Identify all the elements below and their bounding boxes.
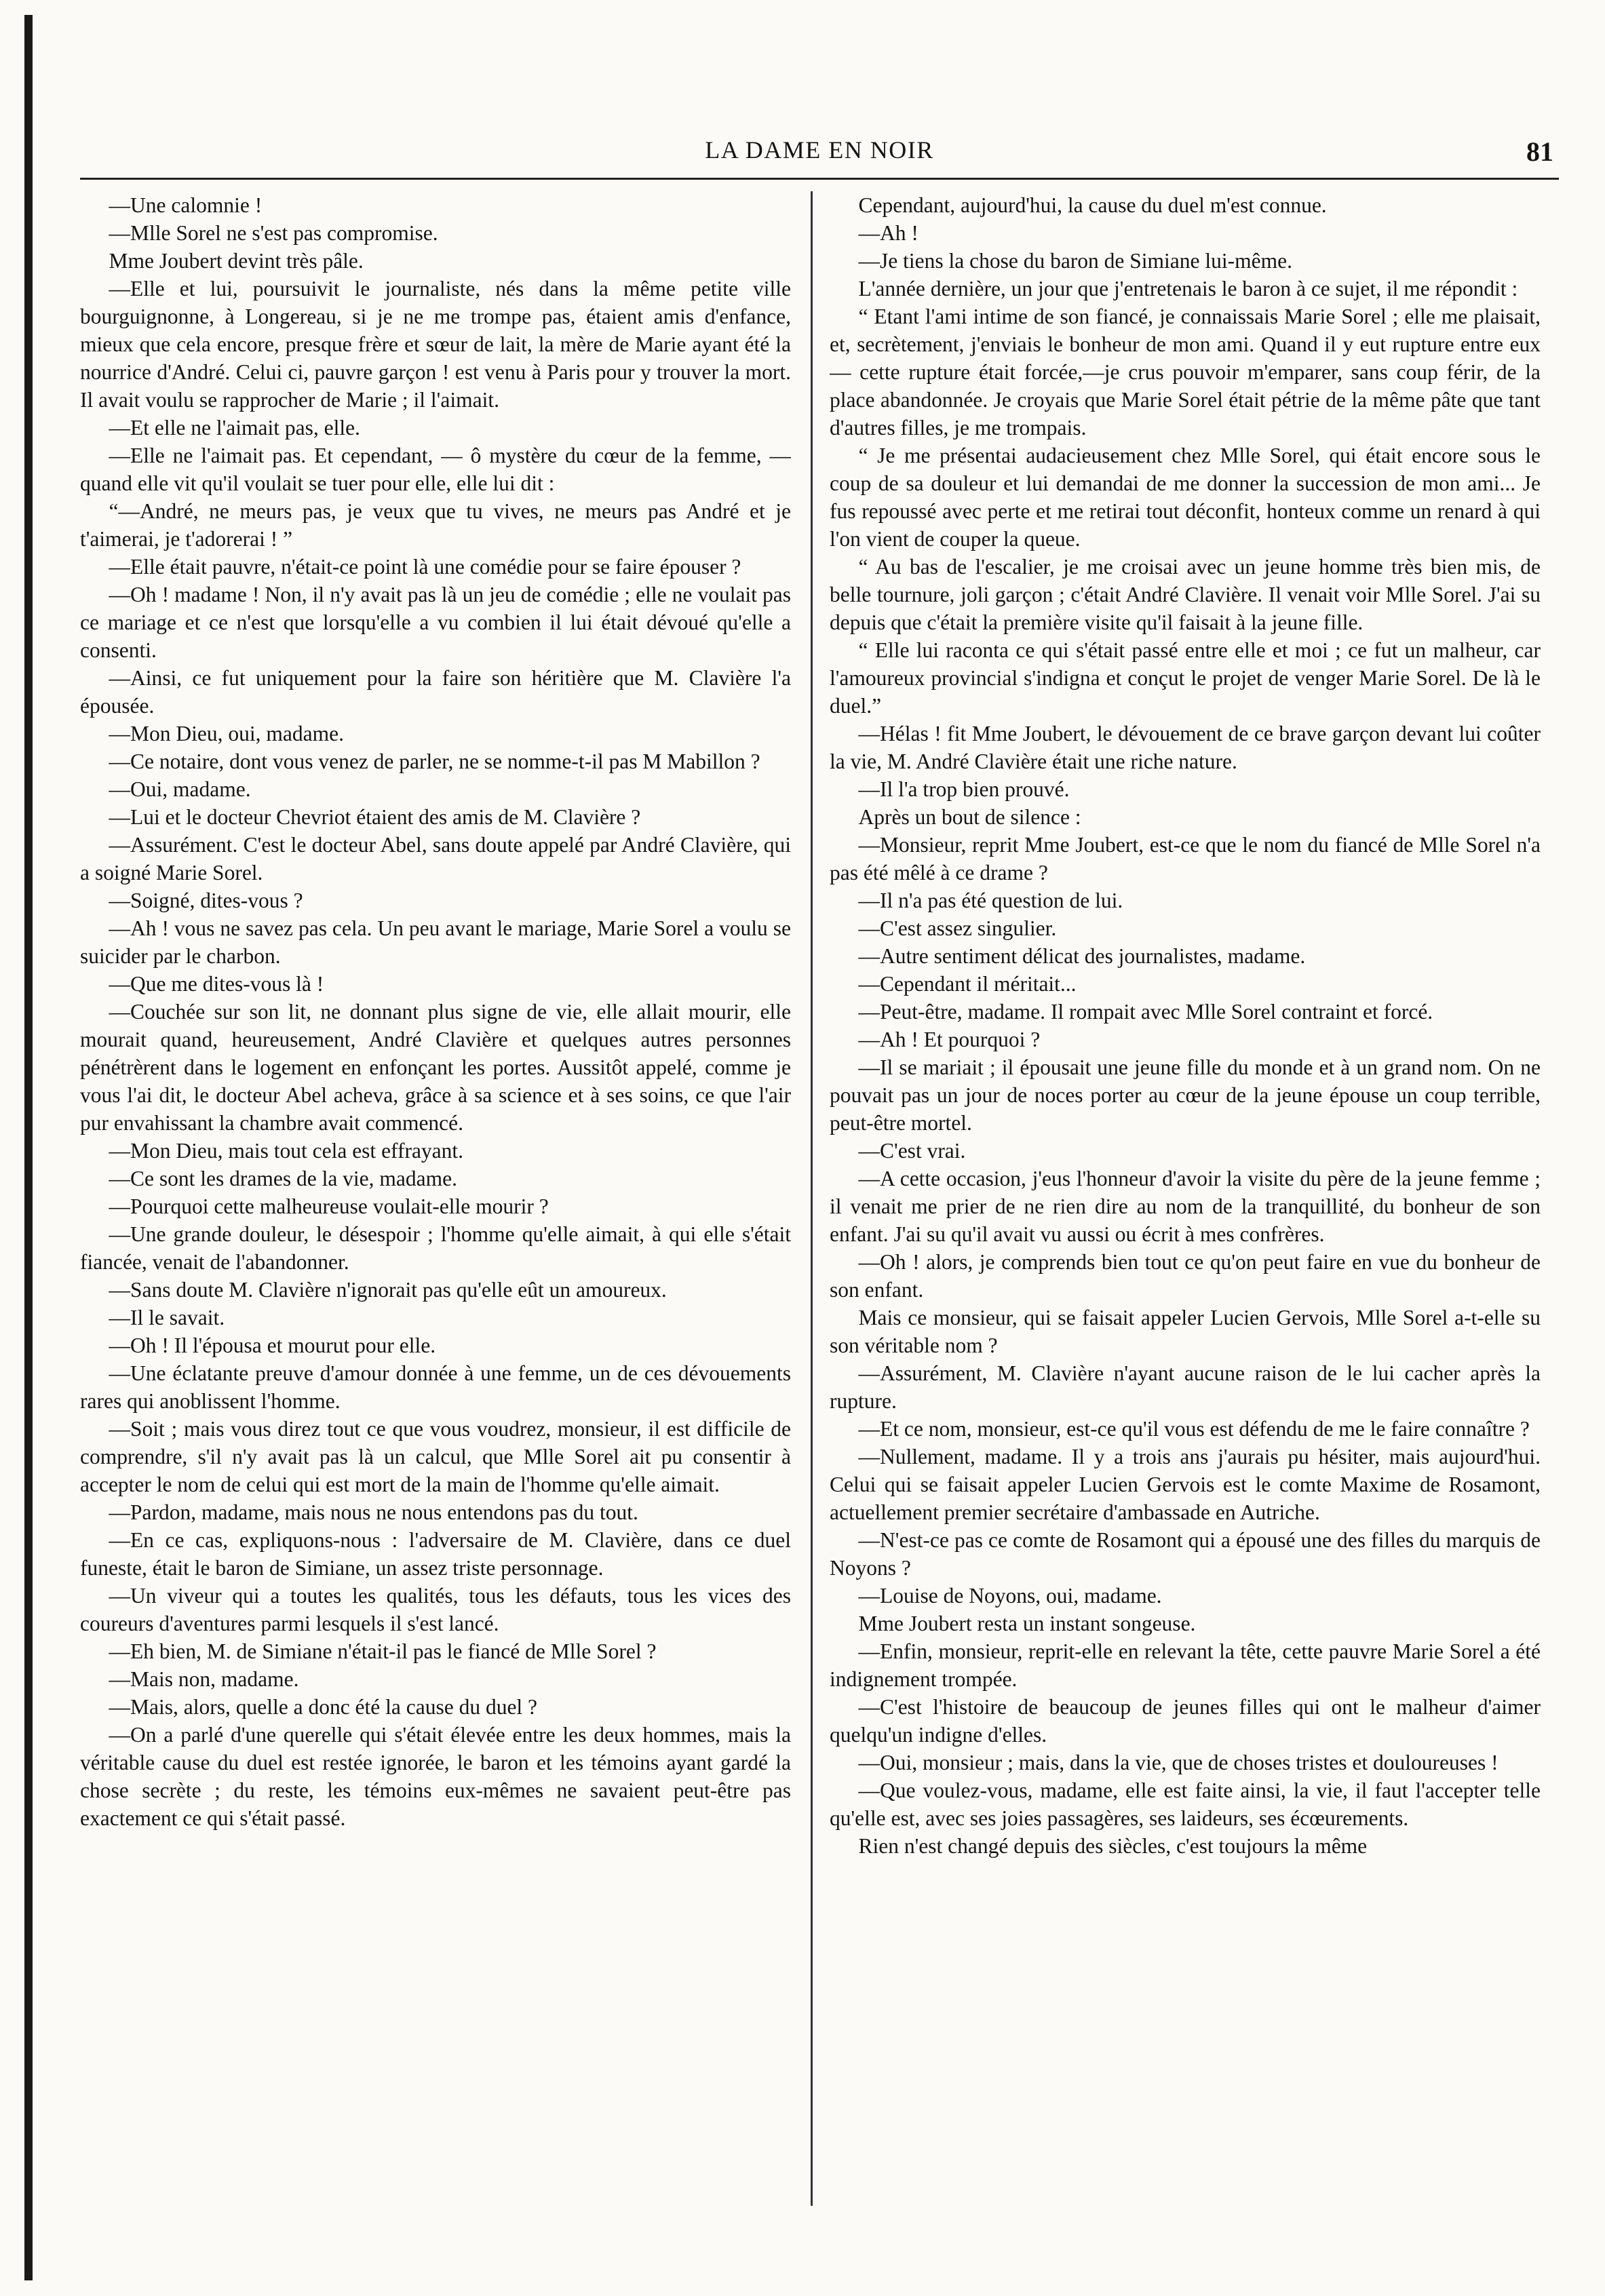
paragraph: —Oui, madame. <box>109 777 251 801</box>
paragraph: —Lui et le docteur Chevriot étaient des amis de M. Clavière ? <box>109 805 641 829</box>
paragraph: —Assurément, M. Clavière n'ayant aucune raison de le lui cacher après la rupture. <box>830 1361 1541 1413</box>
paragraph: —Et elle ne l'aimait pas, elle. <box>109 416 360 440</box>
paragraph: —Nullement, madame. Il y a trois ans j'aurais pu hésiter, mais aujourd'hui. Celui qui se faisait appeler Lucien Gervois est le comte Maxime de Rosamont, actuellement premier secrétaire d'ambassade en Autriche. <box>830 1445 1541 1524</box>
paragraph: —Il n'a pas été question de lui. <box>858 889 1123 912</box>
paragraph: —Ah ! Et pourquoi ? <box>858 1028 1041 1051</box>
paragraph: Mais ce monsieur, qui se faisait appeler Lucien Gervois, Mlle Sorel a-t-elle su son véritable nom ? <box>830 1306 1541 1357</box>
paragraph: —Oh ! Il l'épousa et mourut pour elle. <box>109 1334 436 1357</box>
paragraph: “ Au bas de l'escalier, je me croisai avec un jeune homme très bien mis, de belle tournure, joli garçon ; c'était André Clavière. Il venait voir Mlle Sorel. J'ai su depuis que c'était la première visite qu'il faisait à la jeune fille. <box>830 555 1541 634</box>
paragraph: —Oh ! madame ! Non, il n'y avait pas là un jeu de comédie ; elle ne voulait pas ce mariage et ce n'est que lorsqu'elle a vu combien il lui était dévoué qu'elle a consenti. <box>80 583 791 662</box>
paragraph: “—André, ne meurs pas, je veux que tu vives, ne meurs pas André et je t'aimerai, je t'adorerai ! ” <box>80 499 791 551</box>
paragraph: —Soit ; mais vous direz tout ce que vous voudrez, monsieur, il est difficile de comprendre, s'il n'y avait pas là un calcul, que Mlle Sorel ait pu consentir à accepter le nom de celui qui est mort de la main de l'homme qu'elle aimait. <box>80 1417 791 1496</box>
paragraph: —Enfin, monsieur, reprit-elle en relevant la tête, cette pauvre Marie Sorel a été indignement trompée. <box>830 1639 1541 1691</box>
paragraph: —Une grande douleur, le désespoir ; l'homme qu'elle aimait, à qui elle s'était fiancée, venait de l'abandonner. <box>80 1222 791 1274</box>
paragraph: —Pardon, madame, mais nous ne nous entendons pas du tout. <box>109 1500 638 1524</box>
paragraph: Cependant, aujourd'hui, la cause du duel m'est connue. <box>858 193 1327 217</box>
paragraph: —A cette occasion, j'eus l'honneur d'avoir la visite du père de la jeune femme ; il venait me prier de ne rien dire au nom de la tranquillité, du bonheur de son enfant. J'ai su qu'il avait vu aussi ou écrit à mes confrères. <box>830 1167 1541 1246</box>
paragraph: Rien n'est changé depuis des siècles, c'est toujours la même <box>858 1834 1368 1858</box>
paragraph: —Elle était pauvre, n'était-ce point là une comédie pour se faire épouser ? <box>109 555 741 579</box>
paragraph: —Mlle Sorel ne s'est pas compromise. <box>109 221 438 245</box>
paragraph: —C'est assez singulier. <box>858 916 1057 940</box>
paragraph: —Autre sentiment délicat des journalistes, madame. <box>858 944 1306 968</box>
paragraph: —Elle ne l'aimait pas. Et cependant, — ô mystère du cœur de la femme, — quand elle vit qu'il voulait se tuer pour elle, elle lui dit : <box>80 444 791 495</box>
paragraph: —Eh bien, M. de Simiane n'était-il pas le fiancé de Mlle Sorel ? <box>109 1639 657 1663</box>
paragraph: —Il le savait. <box>109 1306 225 1329</box>
paragraph: L'année dernière, un jour que j'entretenais le baron à ce sujet, il me répondit : <box>858 277 1518 300</box>
paragraph: —Mon Dieu, oui, madame. <box>109 722 344 745</box>
paragraph: —C'est l'histoire de beaucoup de jeunes filles qui ont le malheur d'aimer quelqu'un indigne d'elles. <box>830 1695 1541 1747</box>
paragraph: —Une éclatante preuve d'amour donnée à une femme, un de ces dévouements rares qui anoblissent l'homme. <box>80 1361 791 1413</box>
paragraph: —On a parlé d'une querelle qui s'était élevée entre les deux hommes, mais la véritable cause du duel est restée ignorée, le baron et les témoins ayant gardé la chose secrète ; du reste, les témoins eux-mêmes ne savaient peut-être pas exactement ce qui s'était passé. <box>80 1723 791 1830</box>
book-page <box>80 129 1559 2259</box>
paragraph: —Ainsi, ce fut uniquement pour la faire son héritière que M. Clavière l'a épousée. <box>80 666 791 718</box>
paragraph: —Cependant il méritait... <box>858 972 1077 996</box>
paragraph: —Que me dites-vous là ! <box>109 972 324 996</box>
paragraph: —Monsieur, reprit Mme Joubert, est-ce que le nom du fiancé de Mlle Sorel n'a pas été mêlé à ce drame ? <box>830 833 1541 884</box>
paragraph: —Ah ! vous ne savez pas cela. Un peu avant le mariage, Marie Sorel a voulu se suicider par le charbon. <box>80 916 791 968</box>
paragraph: —Il l'a trop bien prouvé. <box>858 777 1070 801</box>
paragraph: Mme Joubert resta un instant songeuse. <box>858 1612 1196 1635</box>
paragraph: —Sans doute M. Clavière n'ignorait pas qu'elle eût un amoureux. <box>109 1278 667 1302</box>
left-text-column <box>80 191 791 2246</box>
paragraph: —Et ce nom, monsieur, est-ce qu'il vous est défendu de me le faire connaître ? <box>858 1417 1530 1441</box>
paragraph: —Je tiens la chose du baron de Simiane lui-même. <box>858 249 1292 273</box>
paragraph: —Ah ! <box>858 221 918 245</box>
paragraph: —Que voulez-vous, madame, elle est faite ainsi, la vie, il faut l'accepter telle qu'elle est, avec ses joies passagères, ses laideurs, ses écœurements. <box>830 1778 1541 1830</box>
paragraph: —Mais, alors, quelle a donc été la cause du duel ? <box>109 1695 538 1719</box>
column-divider <box>811 191 813 2206</box>
paragraph: —Elle et lui, poursuivit le journaliste, nés dans la même petite ville bourguignonne, à Longereau, si je ne me trompe pas, étaient amis d'enfance, mieux que cela encore, presque frère et sœur de lait, la mère de Marie ayant été la nourrice d'André. Celui ci, pauvre garçon ! est venu à Paris pour y trouver la mort. Il avait voulu se rapprocher de Marie ; il l'aimait. <box>80 277 791 412</box>
paragraph: Mme Joubert devint très pâle. <box>109 249 364 273</box>
paragraph: —C'est vrai. <box>858 1139 966 1163</box>
paragraph: —Louise de Noyons, oui, madame. <box>858 1584 1162 1608</box>
paragraph: “ Etant l'ami intime de son fiancé, je connaissais Marie Sorel ; elle me plaisait, et, secrètement, j'enviais le bonheur de mon ami. Quand il y eut rupture entre eux — cette rupture était forcée,—je crus pouvoir m'emparer, sans coup férir, de la place abandonnée. Je croyais que Marie Sorel était pétrie de la même pâte que tant d'autres filles, je me trompais. <box>830 305 1541 440</box>
paragraph: Après un bout de silence : <box>858 805 1081 829</box>
page-header <box>80 129 1559 180</box>
paragraph: —Oh ! alors, je comprends bien tout ce qu'on peut faire en vue du bonheur de son enfant. <box>830 1250 1541 1302</box>
paragraph: —En ce cas, expliquons-nous : l'adversaire de M. Clavière, dans ce duel funeste, était le baron de Simiane, un assez triste personnage. <box>80 1528 791 1580</box>
paragraph: —Couchée sur son lit, ne donnant plus signe de vie, elle allait mourir, elle mourait quand, heureusement, André Clavière et quelques autres personnes pénétrèrent dans le logement en enfonçant les portes. Aussitôt appelé, comme je vous l'ai dit, le docteur Abel acheva, grâce à sa science et à ses soins, ce que l'air pur envahissant la chambre avait commencé. <box>80 1000 791 1135</box>
paragraph: —Oui, monsieur ; mais, dans la vie, que de choses tristes et douloureuses ! <box>858 1751 1498 1774</box>
binding-edge-bar <box>24 15 33 2280</box>
paragraph: —N'est-ce pas ce comte de Rosamont qui a épousé une des filles du marquis de Noyons ? <box>830 1528 1541 1580</box>
paragraph: —Peut-être, madame. Il rompait avec Mlle Sorel contraint et forcé. <box>858 1000 1433 1024</box>
paragraph: “ Je me présentai audacieusement chez Mlle Sorel, qui était encore sous le coup de sa douleur et lui demandai de me donner la succession de mon ami... Je fus repoussé avec perte et me retirai tout déconfit, honteux comme un renard à qui l'on vient de couper la queue. <box>830 444 1541 551</box>
paragraph: —Mais non, madame. <box>109 1667 299 1691</box>
paragraph: —Soigné, dites-vous ? <box>109 889 303 912</box>
paragraph: —Assurément. C'est le docteur Abel, sans doute appelé par André Clavière, qui a soigné Marie Sorel. <box>80 833 791 884</box>
running-title: LA DAME EN NOIR <box>705 136 934 163</box>
paragraph: —Il se mariait ; il épousait une jeune fille du monde et à un grand nom. On ne pouvait pas un jour de noces porter au cœur de la jeune épouse un coup terrible, peut-être mortel. <box>830 1055 1541 1135</box>
paragraph: —Ce notaire, dont vous venez de parler, ne se nomme-t-il pas M Mabillon ? <box>109 750 760 773</box>
right-text-column <box>830 191 1541 2246</box>
paragraph: —Hélas ! fit Mme Joubert, le dévouement de ce brave garçon devant lui coûter la vie, M. André Clavière était une riche nature. <box>830 722 1541 773</box>
paragraph: —Une calomnie ! <box>109 193 263 217</box>
paragraph: —Mon Dieu, mais tout cela est effrayant. <box>109 1139 464 1163</box>
paragraph: —Pourquoi cette malheureuse voulait-elle mourir ? <box>109 1194 549 1218</box>
paragraph: “ Elle lui raconta ce qui s'était passé entre elle et moi ; ce fut un malheur, car l'amoureux provincial s'indigna et conçut le projet de venger Marie Sorel. De là le duel.” <box>830 638 1541 718</box>
paragraph: —Un viveur qui a toutes les qualités, tous les défauts, tous les vices des coureurs d'aventures parmi lesquels il s'est lancé. <box>80 1584 791 1635</box>
page-number: 81 <box>1526 136 1553 167</box>
paragraph: —Ce sont les drames de la vie, madame. <box>109 1167 457 1190</box>
